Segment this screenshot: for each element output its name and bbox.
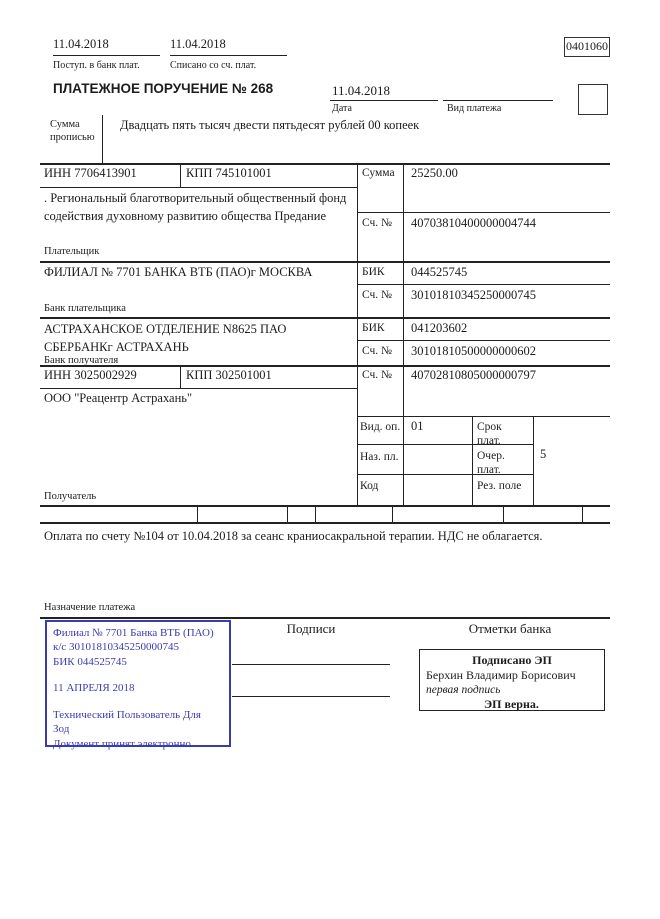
payment-term-label: Срок плат. <box>477 421 502 448</box>
payer-account: 40703810400000004744 <box>411 216 536 230</box>
payee-bank-account: 30101810500000000602 <box>411 344 536 358</box>
divider <box>503 507 504 522</box>
payee-bank-bik-label: БИК <box>362 322 385 334</box>
payment-purpose-text: Оплата по счету №104 от 10.04.2018 за сеанс краниосакральной терапии. НДС не облагается. <box>44 529 543 543</box>
divider <box>287 507 288 522</box>
esign-name: Берхин Владимир Борисович <box>426 668 576 682</box>
divider <box>197 507 198 522</box>
payment-type-label: Вид платежа <box>447 103 502 114</box>
divider <box>40 317 610 319</box>
payee-label: Получатель <box>44 491 97 502</box>
divider <box>40 617 610 619</box>
amount-label: Сумма <box>362 167 395 179</box>
payee-inn: ИНН 3025002929 <box>44 368 137 382</box>
divider <box>357 340 610 341</box>
divider <box>472 416 473 505</box>
payee-bank-account-label: Сч. № <box>362 345 393 357</box>
op-type-value: 01 <box>411 419 424 433</box>
debited-from-account-date: 11.04.2018 <box>170 37 226 51</box>
payer-account-label: Сч. № <box>362 217 393 229</box>
divider <box>102 115 103 163</box>
payer-bank-bik-label: БИК <box>362 266 385 278</box>
esign-verified: ЭП верна. <box>484 697 539 712</box>
payer-bank-account: 30101810345250000745 <box>411 288 536 302</box>
payee-name: ООО "Реацентр Астрахань" <box>44 391 193 405</box>
payee-bank-label: Банк получателя <box>44 355 119 366</box>
divider <box>330 100 438 101</box>
divider <box>40 261 610 263</box>
stamp-bik: БИК 044525745 <box>53 655 127 668</box>
stamp-corr-account: к/с 30101810345250000745 <box>53 641 180 654</box>
stamp-date: 11 АПРЕЛЯ 2018 <box>53 681 135 694</box>
payer-bank-bik: 044525745 <box>411 265 468 279</box>
payer-kpp: КПП 745101001 <box>186 166 272 180</box>
divider <box>40 365 610 367</box>
divider <box>40 163 610 165</box>
payment-order-value: 5 <box>540 447 547 461</box>
divider <box>180 163 181 187</box>
divider <box>533 416 534 505</box>
payee-account: 40702810805000000797 <box>411 368 536 382</box>
amount-in-words-label: Сумма прописью <box>50 119 95 144</box>
signatures-label: Подписи <box>286 621 336 636</box>
divider <box>53 55 160 56</box>
stamp-note: Документ принят электронно <box>53 737 191 750</box>
stamp-user: Технический Пользователь Для Зод <box>53 709 201 736</box>
divider <box>180 365 181 388</box>
esign-sig-type: первая подпись <box>426 684 501 696</box>
signature-line <box>232 664 390 665</box>
op-type-label: Вид. оп. <box>360 421 401 433</box>
payer-label: Плательщик <box>44 246 100 257</box>
signature-line <box>232 696 390 697</box>
divider <box>357 416 610 417</box>
payer-bank-label: Банк плательщика <box>44 303 126 314</box>
divider <box>392 507 393 522</box>
payee-bank-name: АСТРАХАНСКОЕ ОТДЕЛЕНИЕ N8625 ПАО СБЕРБАНКг АСТРАХАНЬ <box>44 322 287 354</box>
bank-marks-label: Отметки банка <box>468 621 552 636</box>
code-label: Код <box>360 480 379 492</box>
divider <box>315 507 316 522</box>
payee-account-label: Сч. № <box>362 369 393 381</box>
status-box <box>578 84 608 115</box>
payer-inn: ИНН 7706413901 <box>44 166 137 180</box>
divider <box>403 163 404 506</box>
divider <box>357 212 610 213</box>
payee-kpp: КПП 302501001 <box>186 368 272 382</box>
payer-name: . Региональный благотворительный общественный фонд содействия духовному развитию общества Предание <box>44 191 347 223</box>
amount-in-words-value: Двадцать пять тысяч двести пятьдесят рублей 00 копеек <box>120 118 420 132</box>
divider <box>40 505 610 507</box>
date-label: Дата <box>332 103 352 114</box>
purpose-code-label: Наз. пл. <box>360 451 399 463</box>
divider <box>582 507 583 522</box>
electronic-signature-box <box>419 649 605 711</box>
divider <box>443 100 553 101</box>
received-in-bank-date: 11.04.2018 <box>53 37 109 51</box>
esign-title: Подписано ЭП <box>472 653 552 667</box>
amount-value: 25250.00 <box>411 166 458 180</box>
payer-bank-account-label: Сч. № <box>362 289 393 301</box>
payment-order-label: Очер. плат. <box>477 450 505 477</box>
divider <box>357 284 610 285</box>
payer-bank-name: ФИЛИАЛ № 7701 БАНКА ВТБ (ПАО)г МОСКВА <box>44 265 313 279</box>
form-code-box: 0401060 <box>564 37 610 57</box>
received-in-bank-label: Поступ. в банк плат. <box>53 60 140 71</box>
payee-bank-bik: 041203602 <box>411 321 468 335</box>
stamp-bank-name: Филиал № 7701 Банка ВТБ (ПАО) <box>53 627 214 639</box>
document-title: ПЛАТЕЖНОЕ ПОРУЧЕНИЕ № 268 <box>53 81 274 96</box>
divider <box>170 55 287 56</box>
divider <box>40 388 357 389</box>
divider <box>40 522 610 524</box>
bank-stamp <box>45 620 231 750</box>
reserve-field-label: Рез. поле <box>477 480 522 492</box>
payment-purpose-label: Назначение платежа <box>44 602 136 613</box>
debited-from-account-label: Списано со сч. плат. <box>170 60 257 71</box>
divider <box>40 187 357 188</box>
document-date: 11.04.2018 <box>332 83 391 98</box>
